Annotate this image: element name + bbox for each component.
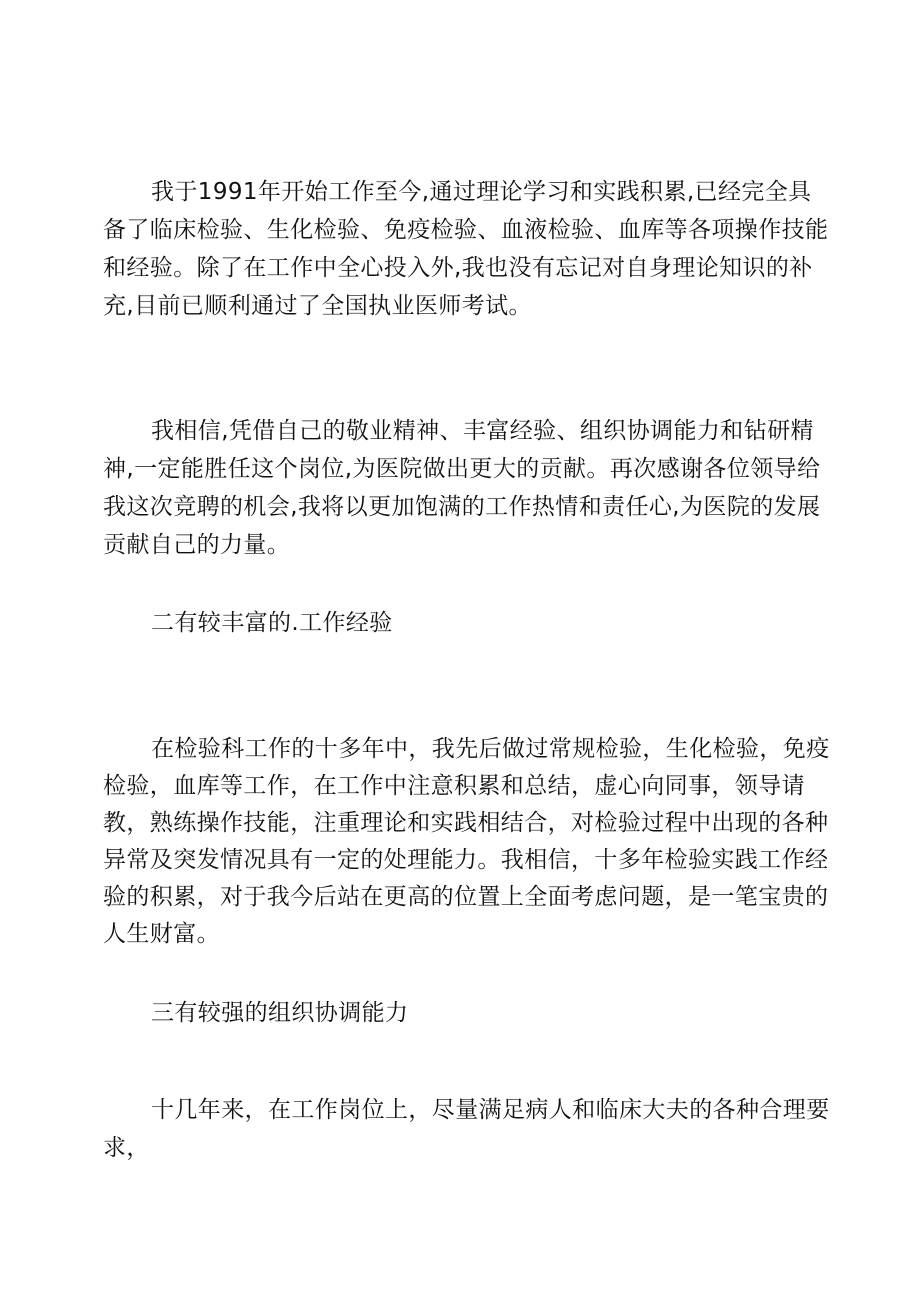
paragraph-coordination: 十几年来，在工作岗位上，尽量满足病人和临床大夫的各种合理要求， — [103, 1097, 830, 1161]
section-heading-experience: 二有较丰富的.工作经验 — [151, 610, 393, 636]
paragraph-experience: 在检验科工作的十多年中，我先后做过常规检验，生化检验，免疫检验，血库等工作，在工作中注意积累和总结，虚心向同事，领导请教，熟练操作技能，注重理论和实践相结合，对检验过程中出现的各种异常及突发情况具有一定的处理能力。我相信，十多年检验实践工作经验的积累，对于我今后站在更高的位置上全面考虑问题，是一笔宝贵的人生财富。 — [103, 736, 830, 947]
section-heading-coordination: 三有较强的组织协调能力 — [151, 1000, 409, 1026]
paragraph-closing-statement: 我相信,凭借自己的敬业精神、丰富经验、组织协调能力和钻研精神,一定能胜任这个岗位,为医院做出更大的贡献。再次感谢各位领导给我这次竞聘的机会,我将以更加饱满的工作热情和责任心,为医院的发展贡献自己的力量。 — [103, 418, 821, 558]
paragraph-qualifications: 我于1991年开始工作至今,通过理论学习和实践积累,已经完全具备了临床检验、生化检验、免疫检验、血液检验、血库等各项操作技能和经验。除了在工作中全心投入外,我也没有忘记对自身理论知识的补充,目前已顺利通过了全国执业医师考试。 — [103, 179, 829, 319]
